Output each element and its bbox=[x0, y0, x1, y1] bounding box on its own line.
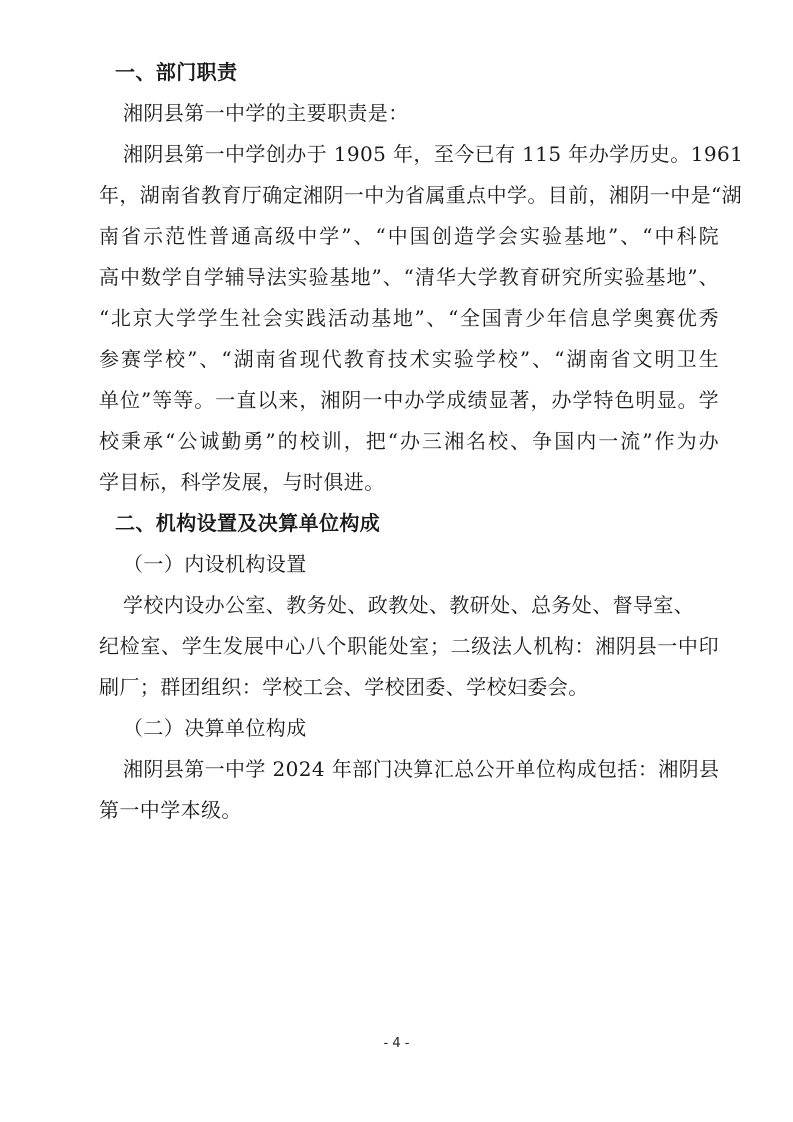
paragraph-line: 高中数学自学辅导法实验基地”、“清华大学教育研究所实验基地”、 bbox=[99, 265, 719, 289]
paragraph-line: 湘阴县第一中学 2024 年部门决算汇总公开单位构成包括：湘阴县 bbox=[123, 757, 720, 781]
section-heading-duties: 一、部门职责 bbox=[115, 60, 238, 84]
units-paragraph bbox=[99, 749, 720, 831]
paragraph-line: 参赛学校”、“湖南省现代教育技术实验学校”、“湖南省文明卫生 bbox=[99, 347, 719, 371]
paragraph-line: 湘阴县第一中学创办于 1905 年，至今已有 115 年办学历史。1961 bbox=[123, 142, 744, 166]
internal-structure-paragraph bbox=[99, 585, 719, 708]
paragraph-line: “北京大学学生社会实践活动基地”、“全国青少年信息学奥赛优秀 bbox=[99, 306, 719, 330]
subsection-title-units: （二）决算单位构成 bbox=[123, 716, 307, 740]
duties-paragraph bbox=[99, 134, 744, 503]
page-number: - 4 - bbox=[383, 1036, 410, 1051]
duties-intro: 湘阴县第一中学的主要职责是： bbox=[123, 101, 409, 125]
paragraph-line: 单位”等等。一直以来，湘阴一中办学成绩显著，办学特色明显。学 bbox=[99, 388, 719, 412]
document-body bbox=[99, 52, 744, 831]
paragraph-line: 学校内设办公室、教务处、政教处、教研处、总务处、督导室、 bbox=[123, 593, 695, 617]
paragraph-line: 年，湖南省教育厅确定湘阴一中为省属重点中学。目前，湘阴一中是“湖 bbox=[99, 183, 743, 207]
paragraph-line: 第一中学本级。 bbox=[99, 798, 242, 822]
paragraph-line: 学目标，科学发展，与时俱进。 bbox=[99, 470, 385, 494]
paragraph-line: 刷厂；群团组织：学校工会、学校团委、学校妇委会。 bbox=[99, 675, 589, 699]
paragraph-line: 校秉承“公诚勤勇”的校训，把“办三湘名校、争国内一流”作为办 bbox=[99, 429, 719, 453]
paragraph-line: 南省示范性普通高级中学”、“中国创造学会实验基地”、“中科院 bbox=[99, 224, 719, 248]
section-heading-structure: 二、机构设置及决算单位构成 bbox=[115, 511, 381, 535]
paragraph-line: 纪检室、学生发展中心八个职能处室；二级法人机构：湘阴县一中印 bbox=[99, 634, 719, 658]
subsection-title-internal: （一）内设机构设置 bbox=[123, 552, 307, 576]
